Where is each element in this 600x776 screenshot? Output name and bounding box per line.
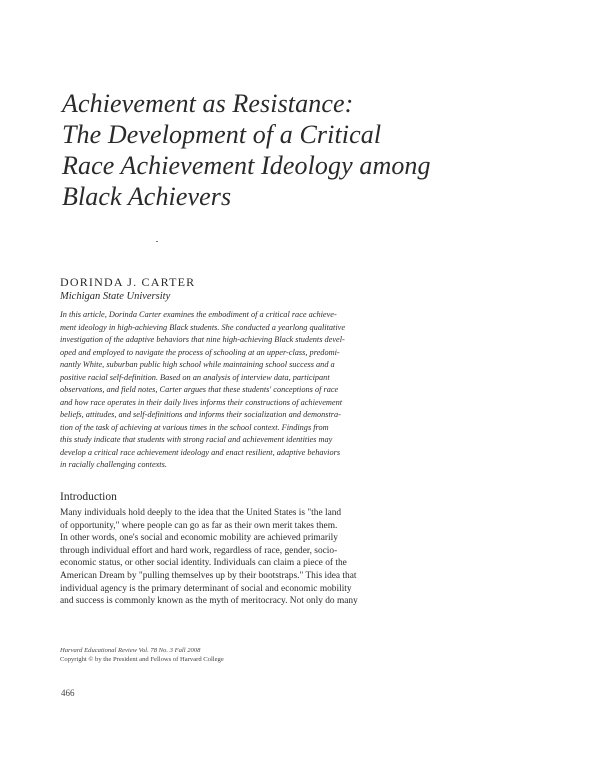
body-line: individual agency is the primary determinant of social and economic mobility bbox=[60, 583, 352, 594]
body-line: of opportunity," where people can go as far as their own merit takes them. bbox=[60, 520, 338, 531]
body-line: American Dream by "pulling themselves up by their bootstraps." This idea that bbox=[60, 570, 357, 581]
introduction-body bbox=[60, 507, 436, 608]
page-number: 466 bbox=[61, 688, 75, 698]
body-line: through individual effort and hard work, regardless of race, gender, socio- bbox=[60, 545, 338, 556]
copyright-notice: Copyright © by the President and Fellows of Harvard College bbox=[60, 656, 224, 663]
abstract-line: and how race operates in their daily lives informs their constructions of achievement bbox=[60, 397, 343, 407]
abstract-line: observations, and field notes, Carter argues that these students' conceptions of race bbox=[60, 385, 339, 394]
abstract-line: positive racial self-definition. Based on an analysis of interview data, participant bbox=[60, 372, 330, 382]
abstract-line: oped and employed to navigate the process of schooling at an upper-class, predomi- bbox=[60, 347, 340, 357]
abstract-line: develop a critical race achievement ideology and enact resilient, adaptive behaviors bbox=[60, 447, 341, 457]
journal-footnote bbox=[60, 646, 224, 664]
abstract-line: ment ideology in high-achieving Black students. She conducted a yearlong qualitative bbox=[60, 322, 346, 332]
body-line: and success is commonly known as the myth of meritocracy. Not only do many bbox=[60, 596, 358, 607]
title-line: Race Achievement Ideology among bbox=[62, 151, 431, 180]
stray-print-mark bbox=[156, 241, 158, 242]
body-line: Many individuals hold deeply to the idea that the United States is "the land bbox=[60, 508, 342, 518]
title-line: Black Achievers bbox=[62, 182, 232, 211]
abstract-line: tion of the task of achieving at various times in the school context. Findings from bbox=[60, 422, 329, 432]
journal-citation: Harvard Educational Review Vol. 78 No. 3 Fall 2008 bbox=[60, 647, 201, 654]
abstract-line: beliefs, attitudes, and self-definitions and informs their socialization and demonstra- bbox=[60, 410, 341, 419]
abstract-line: investigation of the adaptive behaviors that nine high-achieving Black students devel- bbox=[60, 335, 345, 344]
body-line: economic status, or other social identity. Individuals can claim a piece of the bbox=[60, 558, 347, 569]
abstract-line: nantly White, suburban public high school while maintaining school success and a bbox=[60, 360, 335, 369]
abstract bbox=[60, 309, 426, 472]
author-affiliation: Michigan State University bbox=[60, 291, 171, 302]
abstract-line: in racially challenging contexts. bbox=[60, 460, 167, 469]
abstract-line: this study indicate that students with strong racial and achievement identities may bbox=[60, 435, 333, 444]
title-line: The Development of a Critical bbox=[62, 120, 382, 149]
article-title bbox=[62, 88, 502, 212]
title-line: Achievement as Resistance: bbox=[62, 89, 354, 118]
author-name: DORINDA J. CARTER bbox=[60, 275, 196, 289]
body-line: In other words, one's social and economic mobility are achieved primarily bbox=[60, 533, 338, 544]
abstract-line: In this article, Dorinda Carter examines the embodiment of a critical race achieve- bbox=[60, 310, 337, 319]
section-heading-introduction: Introduction bbox=[60, 491, 117, 503]
